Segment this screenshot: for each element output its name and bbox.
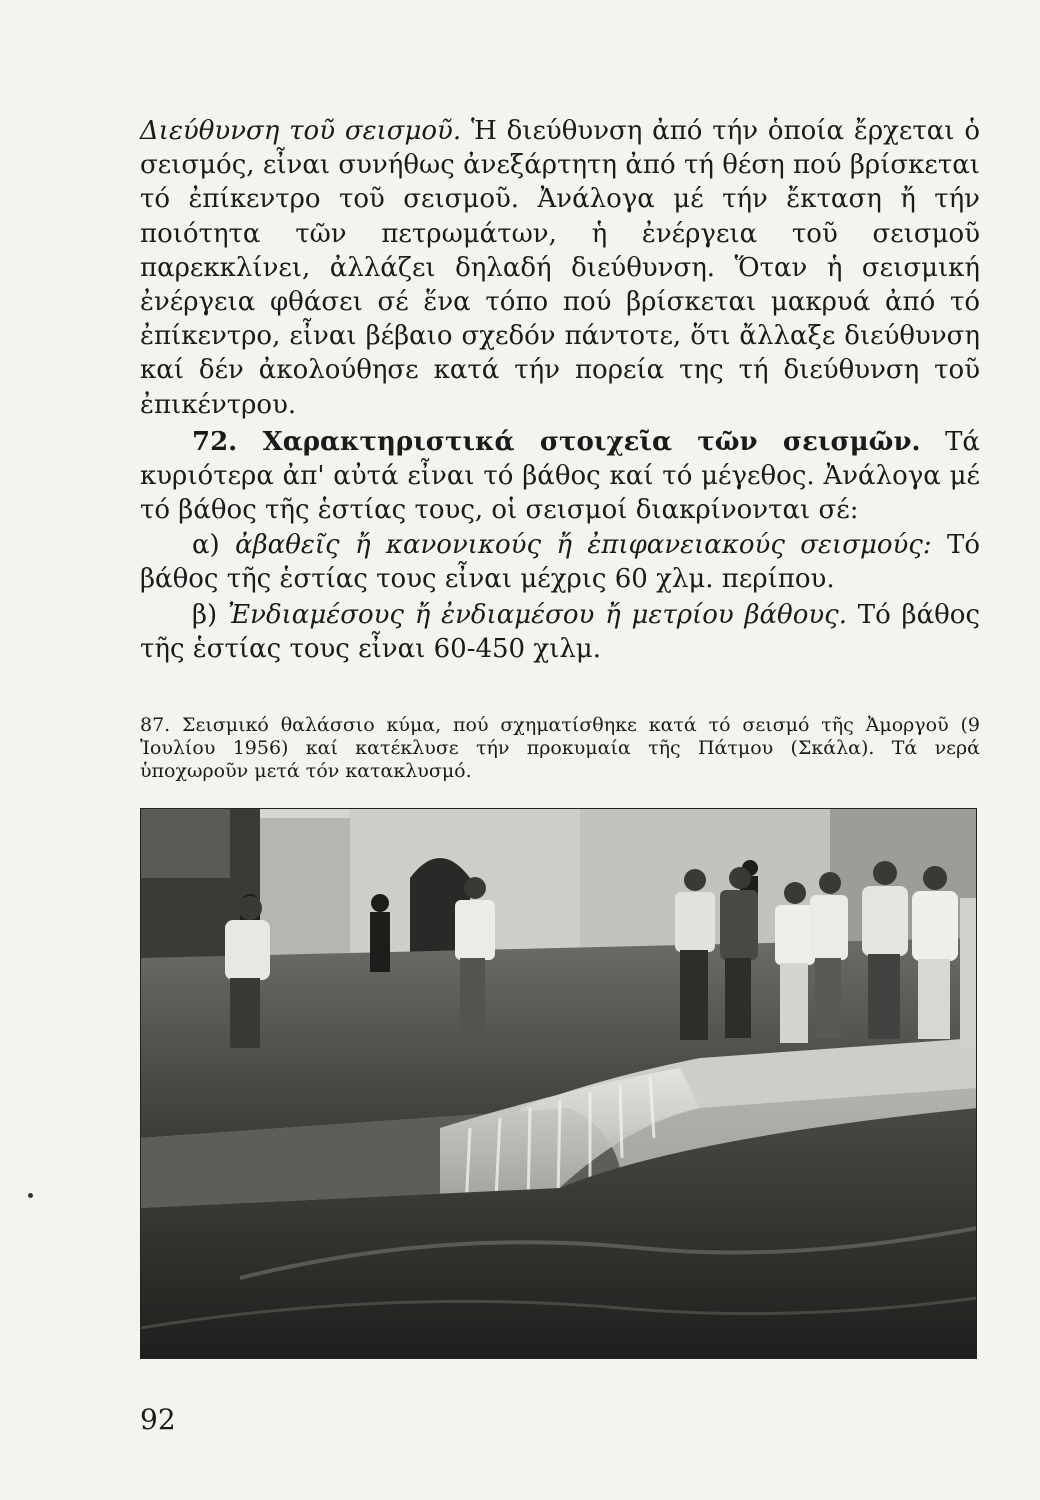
list-body: Τό βάθος τῆς ἑστίας τους εἶναι 60-450 χιλμ.: [140, 600, 981, 665]
flood-photograph: [140, 808, 977, 1359]
paragraph-body: Ἡ διεύθυνση ἀπό τήν ὁποία ἔρχεται ὁ σεισμός, εἶναι συνήθως ἀνεξάρτητη ἀπό τή θέση πού βρίσκεται τό ἐπίκεντρο τοῦ σεισμοῦ. Ἀνάλογα μέ τήν ἔκταση ἤ τήν ποιότητα τῶν πετρωμάτων, ἡ ἐνέργεια τοῦ σεισμοῦ παρεκκλίνει, ἀλλάζει δηλαδή διεύθυνση. Ὅταν ἡ σεισμική ἐνέργεια φθάσει σέ ἕνα τόπο πού βρίσκεται μακρυά ἀπό τό ἐπίκεντρο, εἶναι βέβαιο σχεδόν πάντοτε, ὅτι ἄλλαξε διεύθυνση καί δέν ἀκολούθησε κατά τήν πορεία της τή διεύθυνση τοῦ ἐπικέντρου.: [140, 116, 980, 420]
paragraph-earthquake-direction: [140, 114, 980, 422]
paragraph-earthquake-characteristics: [140, 425, 980, 528]
section-heading: 72. Χαρακτηριστικά στοιχεῖα τῶν σεισμῶν.: [192, 427, 921, 457]
list-marker: β): [192, 600, 218, 630]
figure-caption: 87. Σεισμικό θαλάσσιο κύμα, πού σχηματίσθηκε κατά τό σεισμό τῆς Ἀμοργοῦ (9 Ἰουλίου 1956) καί κατέκλυσε τήν προκυμαία τῆς Πάτμου (Σκάλα). Τά νερά ὑποχωροῦν μετά τόν κατακλυσμό.: [140, 714, 980, 782]
list-item-shallow: [140, 528, 980, 596]
list-marker: α): [192, 530, 220, 560]
page-number: 92: [140, 1403, 176, 1436]
paragraph-heading: Διεύθυνση τοῦ σεισμοῦ.: [140, 116, 462, 146]
paragraph-body: Τά κυριότερα ἀπ' αὐτά εἶναι τό βάθος καί τό μέγεθος. Ἀνάλογα μέ τό βάθος τῆς ἑστίας τους, οἱ σεισμοί διακρίνονται σέ:: [140, 427, 980, 526]
list-item-intermediate: [140, 598, 980, 666]
list-term: Ἐνδιαμέσους ἤ ἐνδιαμέσου ἤ μετρίου βάθους.: [217, 600, 847, 630]
list-body: Τό βάθος τῆς ἑστίας τους εἶναι μέχρις 60 χλμ. περίπου.: [140, 530, 980, 595]
list-term: ἀβαθεῖς ἤ κανονικούς ἤ ἐπιφανειακούς σεισμούς:: [219, 530, 932, 560]
print-speck: [28, 1193, 33, 1198]
